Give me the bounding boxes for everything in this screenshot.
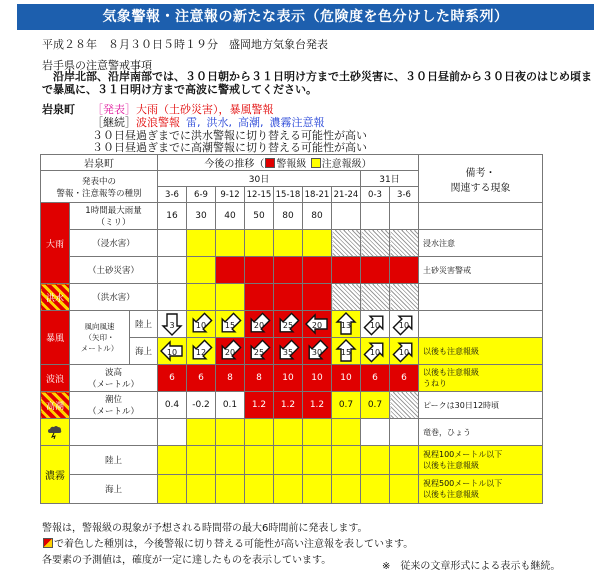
continue-blue-3: 濃霧注意報 <box>269 116 325 129</box>
rain-value: 40 <box>216 203 245 230</box>
level-warning <box>332 257 361 284</box>
tide-remark: ピークは30日12時頃 <box>419 392 543 419</box>
group-storm: 暴風 <box>41 311 70 365</box>
rain-amount-remark <box>419 203 543 230</box>
footnote-3: 各要素の予測値は，確度が一定に達したものを表示しています。 <box>42 555 332 566</box>
level-advisory <box>216 446 245 475</box>
level-advisory <box>332 475 361 504</box>
wind-land-cell <box>303 311 332 338</box>
hour-header: 21-24 <box>332 187 361 203</box>
wind-arrow-icon <box>305 312 329 336</box>
level-none <box>361 419 390 446</box>
hour-header: 6-9 <box>187 187 216 203</box>
wind-speed-label: 10 <box>166 348 178 357</box>
wave-value: 6 <box>390 365 419 392</box>
wind-arrow-icon <box>334 312 358 336</box>
wind-sea-cell <box>274 338 303 365</box>
wave-remark: 以後も注意報級 うねり <box>419 365 543 392</box>
wind-sea-cell <box>245 338 274 365</box>
group-dense-fog: 濃霧 <box>41 446 70 504</box>
wind-sea-remark: 以後も注意報級 <box>419 338 543 365</box>
wind-speed-label: 3 <box>169 321 175 330</box>
level-advisory <box>303 419 332 446</box>
wind-label: 風向風速 （矢印・ メートル） <box>70 311 130 365</box>
group-wave: 波浪 <box>41 365 70 392</box>
rain-amount-label: 1時間最大雨量 （ミリ） <box>70 203 158 230</box>
rain-value: 80 <box>303 203 332 230</box>
continue-blue-1: 洪水, <box>206 116 232 129</box>
page-title: 気象警報・注意報の新たな表示（危険度を色分けした時系列） <box>17 4 594 30</box>
hour-header: 3-6 <box>390 187 419 203</box>
wind-arrow-icon <box>276 339 300 363</box>
tide-value: 0.7 <box>332 392 361 419</box>
wind-arrow-icon <box>218 312 242 336</box>
level-warning <box>303 257 332 284</box>
level-advisory <box>245 230 274 257</box>
level-advisory <box>187 446 216 475</box>
wind-speed-label: 15 <box>224 321 236 330</box>
rain-value: 80 <box>274 203 303 230</box>
advisory-legend-swatch <box>311 158 321 168</box>
note-flood: ３０日昼過ぎまでに洪水警報に切り替える可能性が高い <box>92 129 367 142</box>
level-advisory <box>187 475 216 504</box>
rain-value: 16 <box>158 203 187 230</box>
level-advisory <box>274 419 303 446</box>
flood-remark <box>419 284 543 311</box>
fog-land-label: 陸上 <box>70 446 158 475</box>
group-high-tide: 高潮 <box>41 392 70 419</box>
wind-speed-label: 30 <box>311 348 323 357</box>
level-advisory <box>274 475 303 504</box>
footnote-2: で着色した種別は，今後警報に切り替える可能性が高い注意報を表しています。 <box>42 535 413 550</box>
level-outside-period <box>361 284 390 311</box>
fog-sea-remark: 視程500メートル以下 以後も注意報級 <box>419 475 543 504</box>
wave-value: 8 <box>245 365 274 392</box>
level-advisory <box>274 446 303 475</box>
flood-label: （洪水害） <box>70 284 158 311</box>
level-advisory <box>245 475 274 504</box>
thunder-label <box>70 419 158 446</box>
level-advisory <box>274 230 303 257</box>
thunder-remark: 竜巻，ひょう <box>419 419 543 446</box>
level-advisory <box>187 257 216 284</box>
tide-value: 0.7 <box>361 392 390 419</box>
wind-speed-label: 12 <box>195 348 207 357</box>
inundation-label: （浸水害） <box>70 230 158 257</box>
wind-arrow-icon <box>189 312 213 336</box>
wave-value: 6 <box>361 365 390 392</box>
note-tide: ３０日昼過ぎまでに高潮警報に切り替える可能性が高い <box>92 141 367 154</box>
rain-value <box>332 203 361 230</box>
level-warning <box>274 257 303 284</box>
town-name: 岩泉町 <box>42 103 75 116</box>
group-flood: 洪水 <box>41 284 70 311</box>
tide-label: 潮位 （メートル） <box>70 392 158 419</box>
level-warning <box>245 284 274 311</box>
level-advisory <box>361 446 390 475</box>
group-heavy-rain: 大雨 <box>41 203 70 284</box>
wind-land-label: 陸上 <box>130 311 158 338</box>
label-column-header: 発表中の 警報・注意報等の種別 <box>41 171 158 203</box>
wind-arrow-icon <box>392 312 416 336</box>
level-advisory <box>303 475 332 504</box>
level-outside-period <box>332 230 361 257</box>
wind-arrow-icon <box>189 339 213 363</box>
wind-land-cell <box>187 311 216 338</box>
level-advisory <box>390 446 419 475</box>
wind-arrow-icon <box>305 339 329 363</box>
issued-items: 大雨（土砂災害），暴風警報 <box>136 103 274 116</box>
level-outside-period <box>390 230 419 257</box>
level-advisory <box>158 475 187 504</box>
level-warning <box>361 257 390 284</box>
wind-arrow-icon <box>218 339 242 363</box>
wind-arrow-icon <box>334 339 358 363</box>
level-advisory <box>216 284 245 311</box>
tide-value: 1.2 <box>245 392 274 419</box>
wave-value: 8 <box>216 365 245 392</box>
wind-arrow-icon <box>363 312 387 336</box>
wind-land-cell <box>361 311 390 338</box>
wind-sea-cell <box>216 338 245 365</box>
wind-land-cell <box>158 311 187 338</box>
level-advisory <box>303 446 332 475</box>
wind-arrow-icon <box>160 312 184 336</box>
rain-value: 50 <box>245 203 274 230</box>
wind-speed-label: 25 <box>282 321 294 330</box>
tide-value: 1.2 <box>303 392 332 419</box>
wind-arrow-icon <box>392 339 416 363</box>
wind-speed-label: 15 <box>340 348 352 357</box>
tide-value: 1.2 <box>274 392 303 419</box>
remarks-header: 備考・ 関連する現象 <box>419 155 543 203</box>
issued-tag: ［発表］ <box>92 103 136 116</box>
level-none <box>158 284 187 311</box>
level-advisory <box>216 475 245 504</box>
level-advisory <box>303 230 332 257</box>
wind-speed-label: 13 <box>340 321 352 330</box>
level-none <box>158 419 187 446</box>
wave-label: 波高 （メートル） <box>70 365 158 392</box>
level-advisory <box>216 230 245 257</box>
hour-header: 15-18 <box>274 187 303 203</box>
level-outside-period <box>332 284 361 311</box>
forecast-table <box>40 154 543 504</box>
wind-arrow-icon <box>160 339 184 363</box>
level-none <box>158 230 187 257</box>
wind-sea-label: 海上 <box>130 338 158 365</box>
fog-sea-label: 海上 <box>70 475 158 504</box>
hour-header: 9-12 <box>216 187 245 203</box>
thunder-cloud-icon <box>47 425 63 439</box>
hour-header: 12-15 <box>245 187 274 203</box>
wind-sea-cell <box>390 338 419 365</box>
wind-sea-cell <box>361 338 390 365</box>
wave-value: 6 <box>158 365 187 392</box>
level-warning <box>245 257 274 284</box>
wind-land-cell <box>216 311 245 338</box>
level-advisory <box>187 284 216 311</box>
rain-value <box>361 203 390 230</box>
level-outside-period <box>361 230 390 257</box>
wind-speed-label: 10 <box>369 321 381 330</box>
flood-stripe-swatch <box>43 538 53 548</box>
rain-value <box>390 203 419 230</box>
level-advisory <box>187 419 216 446</box>
continue-blue-0: 雷, <box>186 116 201 129</box>
wind-speed-label: 25 <box>253 348 265 357</box>
wind-sea-cell <box>332 338 361 365</box>
continue-red: 波浪警報 <box>136 116 180 129</box>
wind-speed-label: 10 <box>195 321 207 330</box>
tide-value: 0.4 <box>158 392 187 419</box>
wind-land-cell <box>390 311 419 338</box>
wind-speed-label: 10 <box>398 348 410 357</box>
wind-sea-cell <box>158 338 187 365</box>
inundation-remark: 浸水注意 <box>419 230 543 257</box>
wind-arrow-icon <box>363 339 387 363</box>
landslide-remark: 土砂災害警戒 <box>419 257 543 284</box>
level-warning <box>274 284 303 311</box>
hour-header: 3-6 <box>158 187 187 203</box>
hour-header: 18-21 <box>303 187 332 203</box>
level-advisory <box>332 419 361 446</box>
summary-heading: 岩手県の注意警戒事項 <box>42 59 152 72</box>
wind-land-cell <box>332 311 361 338</box>
level-advisory <box>245 419 274 446</box>
level-warning <box>216 257 245 284</box>
area-header: 岩泉町 <box>41 155 158 171</box>
trend-header: 今後の推移（ 警報級 注意報級） <box>158 155 419 171</box>
level-advisory <box>187 230 216 257</box>
wind-speed-label: 20 <box>224 348 236 357</box>
hour-header: 0-3 <box>361 187 390 203</box>
wind-speed-label: 10 <box>398 321 410 330</box>
wave-value: 6 <box>187 365 216 392</box>
footnote-4: ※ 従来の文章形式による表示も継続。 <box>382 561 561 572</box>
wind-speed-label: 10 <box>369 348 381 357</box>
rain-value: 30 <box>187 203 216 230</box>
level-warning <box>303 284 332 311</box>
footnote-1: 警報は，警報級の現象が予想される時間帯の最大6時間前に発表します。 <box>42 523 368 534</box>
continue-blue-2: 高潮, <box>238 116 264 129</box>
wave-value: 10 <box>332 365 361 392</box>
wind-sea-cell <box>303 338 332 365</box>
wind-land-remark <box>419 311 543 338</box>
issued-line: 平成２８年 ８月３０日５時１９分 盛岡地方気象台発表 <box>42 38 328 51</box>
wind-sea-cell <box>187 338 216 365</box>
continue-tag: ［継続］ <box>92 116 136 129</box>
level-advisory <box>158 446 187 475</box>
wind-arrow-icon <box>247 312 271 336</box>
level-advisory <box>390 475 419 504</box>
wind-speed-label: 20 <box>253 321 265 330</box>
landslide-label: （土砂災害） <box>70 257 158 284</box>
level-outside-period <box>390 392 419 419</box>
day-30-header: 30日 <box>158 171 361 187</box>
level-none <box>390 419 419 446</box>
level-advisory <box>361 475 390 504</box>
group-thunder <box>41 419 70 446</box>
wave-value: 10 <box>274 365 303 392</box>
wind-arrow-icon <box>276 312 300 336</box>
level-warning <box>390 257 419 284</box>
wind-land-cell <box>245 311 274 338</box>
day-31-header: 31日 <box>361 171 419 187</box>
level-advisory <box>332 446 361 475</box>
level-advisory <box>245 446 274 475</box>
wind-speed-label: 20 <box>311 321 323 330</box>
warning-legend-swatch <box>265 158 275 168</box>
tide-value: 0.1 <box>216 392 245 419</box>
tide-value: -0.2 <box>187 392 216 419</box>
level-advisory <box>216 419 245 446</box>
wave-value: 10 <box>303 365 332 392</box>
fog-land-remark: 視程100メートル以下 以後も注意報級 <box>419 446 543 475</box>
level-outside-period <box>390 284 419 311</box>
summary-body: 沿岸北部、沿岸南部では、３０日朝から３１日明け方まで土砂災害に、３０日昼前から３０日夜のはじめ頃まで暴風に、３１日明け方まで高波に警戒してください。 <box>42 70 592 96</box>
level-none <box>158 257 187 284</box>
wind-arrow-icon <box>247 339 271 363</box>
wind-land-cell <box>274 311 303 338</box>
wind-speed-label: 35 <box>282 348 294 357</box>
